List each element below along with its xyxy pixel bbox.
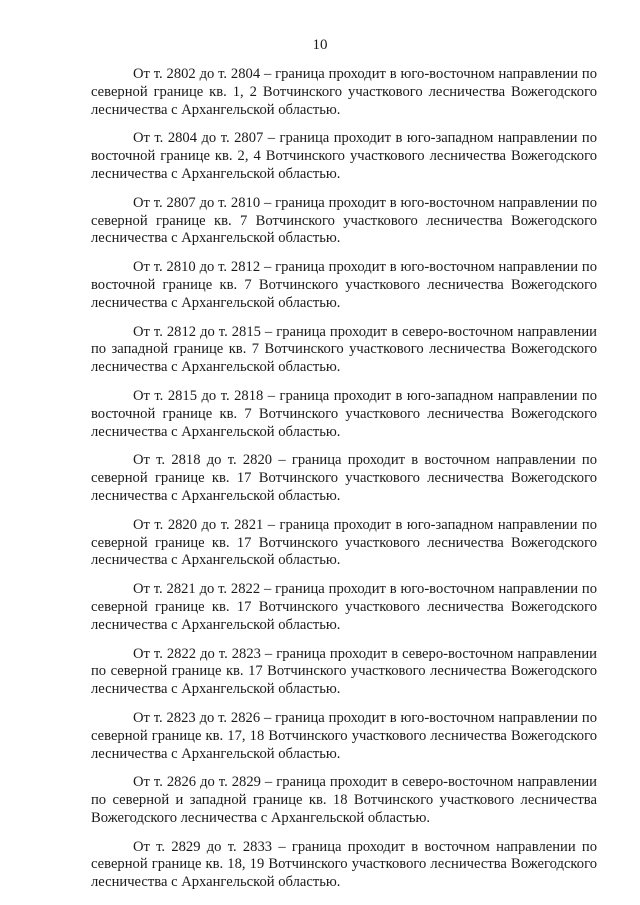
boundary-paragraph: От т. 2810 до т. 2812 – граница проходит в юго-восточном направлении по восточной границе кв. 7 Вотчинского участкового лесничества Вожегодского лесничества с Архангельской областью. [91, 259, 597, 311]
boundary-paragraph: От т. 2804 до т. 2807 – граница проходит в юго-западном направлении по восточной границе кв. 2, 4 Вотчинского участкового лесничества Вожегодского лесничества с Архангельской областью. [91, 130, 597, 182]
boundary-paragraph: От т. 2802 до т. 2804 – граница проходит в юго-восточном направлении по северной границе кв. 1, 2 Вотчинского участкового лесничества Вожегодского лесничества с Архангельской областью. [91, 66, 597, 118]
boundary-paragraph: От т. 2821 до т. 2822 – граница проходит в юго-восточном направлении по северной границе кв. 17 Вотчинского участкового лесничества Вожегодского лесничества с Архангельской областью. [91, 581, 597, 633]
boundary-paragraph: От т. 2820 до т. 2821 – граница проходит в юго-западном направлении по северной границе кв. 17 Вотчинского участкового лесничества Вожегодского лесничества с Архангельской областью. [91, 516, 597, 569]
boundary-paragraph: От т. 2815 до т. 2818 – граница проходит в юго-западном направлении по восточной границе кв. 7 Вотчинского участкового лесничества Вожегодского лесничества с Архангельской областью. [91, 387, 597, 440]
boundary-paragraph: От т. 2823 до т. 2826 – граница проходит в юго-восточном направлении по северной границе кв. 17, 18 Вотчинского участкового лесничества Вожегодского лесничества с Архангельской областью. [91, 709, 597, 762]
boundary-paragraph: От т. 2822 до т. 2823 – граница проходит в северо-восточном направлении по северной границе кв. 17 Вотчинского участкового лесничества Вожегодского лесничества с Архангельской областью. [91, 645, 597, 698]
boundary-paragraph: От т. 2818 до т. 2820 – граница проходит в восточном направлении по северной границе кв. 17 Вотчинского участкового лесничества Вожегодского лесничества с Архангельской областью. [91, 452, 597, 504]
boundary-paragraph: От т. 2829 до т. 2833 – граница проходит в восточном направлении по северной границе кв. 18, 19 Вотчинского участкового лесничества Вожегодского лесничества с Архангельской областью. [91, 838, 597, 891]
boundary-paragraph: От т. 2826 до т. 2829 – граница проходит в северо-восточном направлении по северной и западной границе кв. 18 Вотчинского участкового лесничества Вожегодского лесничества с Архангельской областью. [91, 774, 597, 826]
boundary-paragraph: От т. 2812 до т. 2815 – граница проходит в северо-восточном направлении по западной границе кв. 7 Вотчинского участкового лесничества Вожегодского лесничества с Архангельской областью. [91, 323, 597, 376]
page-number: 10 [312, 37, 328, 53]
document-body [91, 66, 597, 903]
boundary-paragraph: От т. 2807 до т. 2810 – граница проходит в юго-восточном направлении по северной границе кв. 7 Вотчинского участкового лесничества Вожегодского лесничества с Архангельской областью. [91, 194, 597, 247]
